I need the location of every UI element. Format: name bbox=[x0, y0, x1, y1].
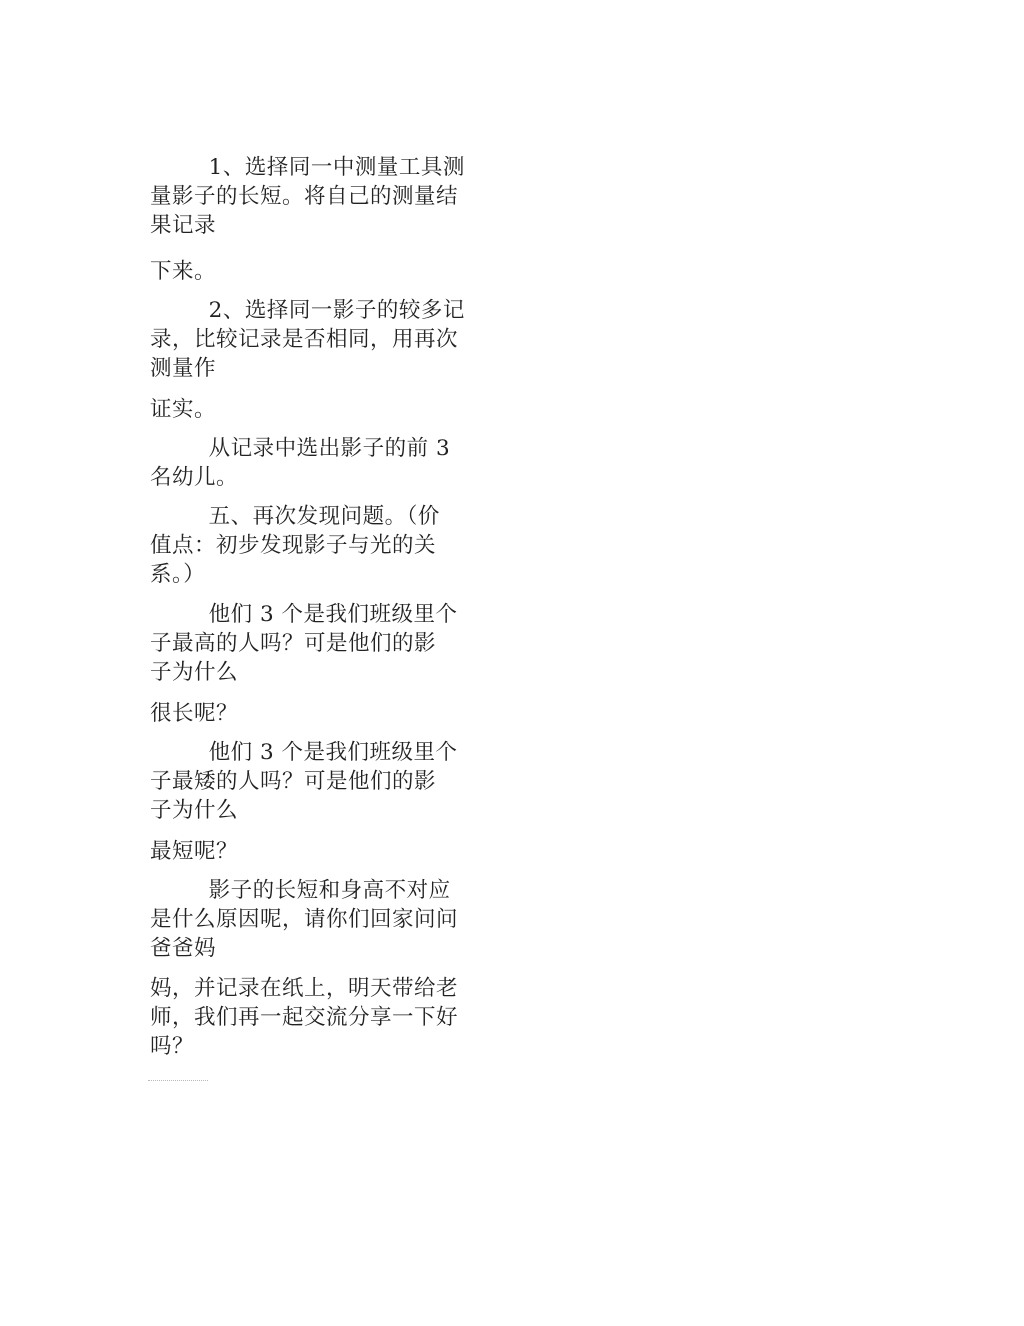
paragraph-measure-continued: 下来。 bbox=[150, 259, 217, 284]
paragraph-compare-continued: 证实。 bbox=[150, 397, 217, 422]
paragraph-homework-continued: 妈，并记录在纸上，明天带给老 师，我们再一起交流分享一下好 吗？ bbox=[150, 976, 459, 1059]
paragraph-tallest-continued: 很长呢？ bbox=[150, 701, 239, 726]
paragraph-compare-records: 2、选择同一影子的较多记 录，比较记录是否相同，用再次 测量作 bbox=[150, 298, 465, 381]
paragraph-homework-prompt: 影子的长短和身高不对应 是什么原因呢，请你们回家问问 爸爸妈 bbox=[150, 878, 459, 961]
paragraph-section-five: 五、再次发现问题。（价 值点：初步发现影子与光的关 系。） bbox=[150, 504, 440, 587]
paragraph-tallest-question: 他们 3 个是我们班级里个 子最高的人吗？可是他们的影 子为什么 bbox=[150, 602, 458, 685]
paragraph-shortest-continued: 最短呢？ bbox=[150, 839, 239, 864]
paragraph-measure-tools: 1、选择同一中测量工具测 量影子的长短。将自己的测量结 果记录 bbox=[150, 155, 465, 238]
paragraph-shortest-question: 他们 3 个是我们班级里个 子最矮的人吗？可是他们的影 子为什么 bbox=[150, 740, 458, 823]
footnote-divider bbox=[148, 1080, 208, 1081]
paragraph-top-three: 从记录中选出影子的前 3 名幼儿。 bbox=[150, 436, 451, 490]
